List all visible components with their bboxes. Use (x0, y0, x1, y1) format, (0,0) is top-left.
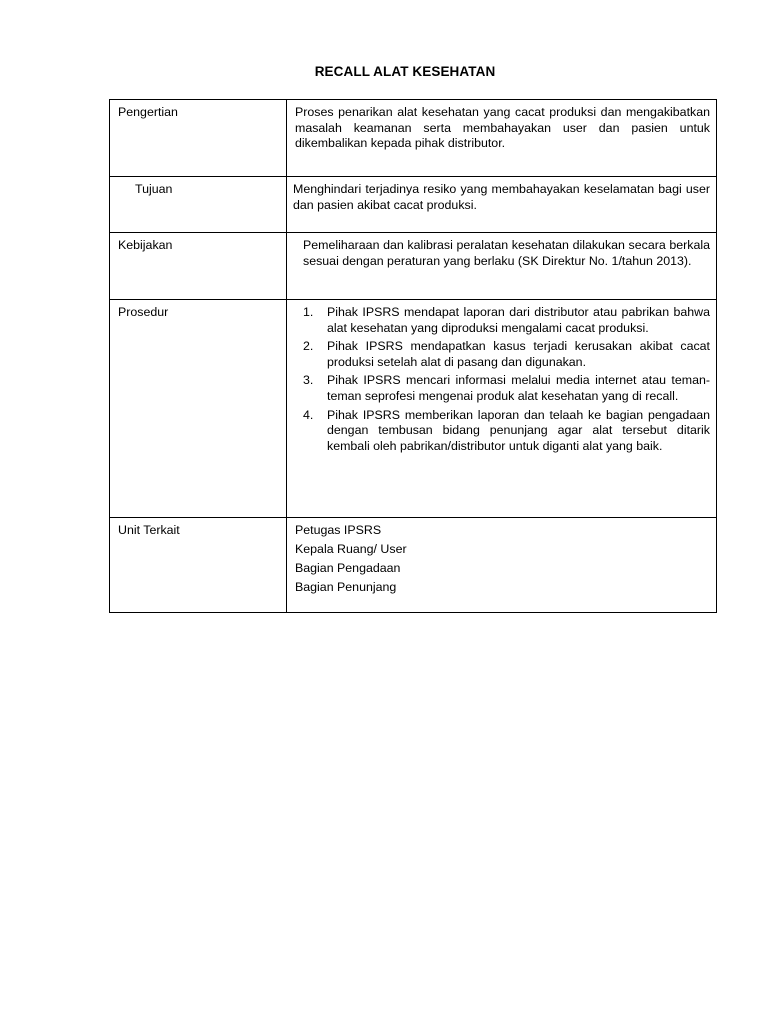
table-row-kebijakan (110, 233, 717, 300)
step-text: Pihak IPSRS mencari informasi melalui media internet atau teman-teman seprofesi mengenai produk alat kesehatan yang di recall. (327, 373, 710, 403)
list-item: Kepala Ruang/ User (295, 542, 407, 556)
list-item: Bagian Pengadaan (295, 561, 401, 575)
prosedur-step-list (303, 305, 710, 454)
row-label-tujuan-text: Tujuan (135, 182, 173, 196)
step-text: Pihak IPSRS memberikan laporan dan telaah ke bagian pengadaan dengan tembusan bidang penunjang agar alat tersebut ditarik kembali oleh pabrikan/distributor untuk diganti alat yang baik. (327, 407, 710, 453)
row-label-unit-terkait: Unit Terkait (110, 518, 287, 613)
row-content-unit-terkait (287, 518, 717, 613)
step-text: Pihak IPSRS mendapat laporan dari distributor atau pabrikan bahwa alat kesehatan yang diproduksi mengalami cacat produksi. (327, 305, 710, 335)
table-row-prosedur (110, 300, 717, 518)
step-text: Pihak IPSRS mendapatkan kasus terjadi kerusakan akibat cacat produksi setelah alat di pasang dan digunakan. (327, 339, 710, 369)
list-item (303, 305, 710, 336)
list-item: Bagian Penunjang (295, 580, 397, 594)
step-number: 4. (303, 407, 314, 422)
list-item (303, 339, 710, 370)
list-item (303, 408, 710, 455)
step-number: 2. (303, 339, 314, 354)
document-title: RECALL ALAT KESEHATAN (314, 64, 496, 79)
step-number: 3. (303, 373, 314, 388)
list-item: Petugas IPSRS (295, 523, 382, 537)
table-row-unit-terkait (110, 518, 717, 613)
unit-list (295, 523, 710, 595)
row-label-kebijakan: Kebijakan (110, 233, 287, 300)
row-content-prosedur (287, 300, 717, 518)
table-row-pengertian (110, 100, 717, 177)
row-content-tujuan: Menghindari terjadinya resiko yang membahayakan keselamatan bagi user dan pasien akibat cacat produksi. (287, 177, 717, 233)
table-row-tujuan (110, 177, 717, 233)
row-label-prosedur: Prosedur (110, 300, 287, 518)
sop-table (109, 99, 717, 613)
row-label-tujuan (110, 177, 287, 233)
row-content-pengertian: Proses penarikan alat kesehatan yang cacat produksi dan mengakibatkan masalah keamanan serta membahayakan user dan pasien untuk dikembalikan kepada pihak distributor. (287, 100, 717, 177)
step-number: 1. (303, 305, 314, 319)
row-label-pengertian: Pengertian (110, 100, 287, 177)
list-item (303, 373, 710, 404)
row-content-kebijakan: Pemeliharaan dan kalibrasi peralatan kesehatan dilakukan secara berkala sesuai dengan peraturan yang berlaku (SK Direktur No. 1/tahun 2013). (287, 233, 717, 300)
